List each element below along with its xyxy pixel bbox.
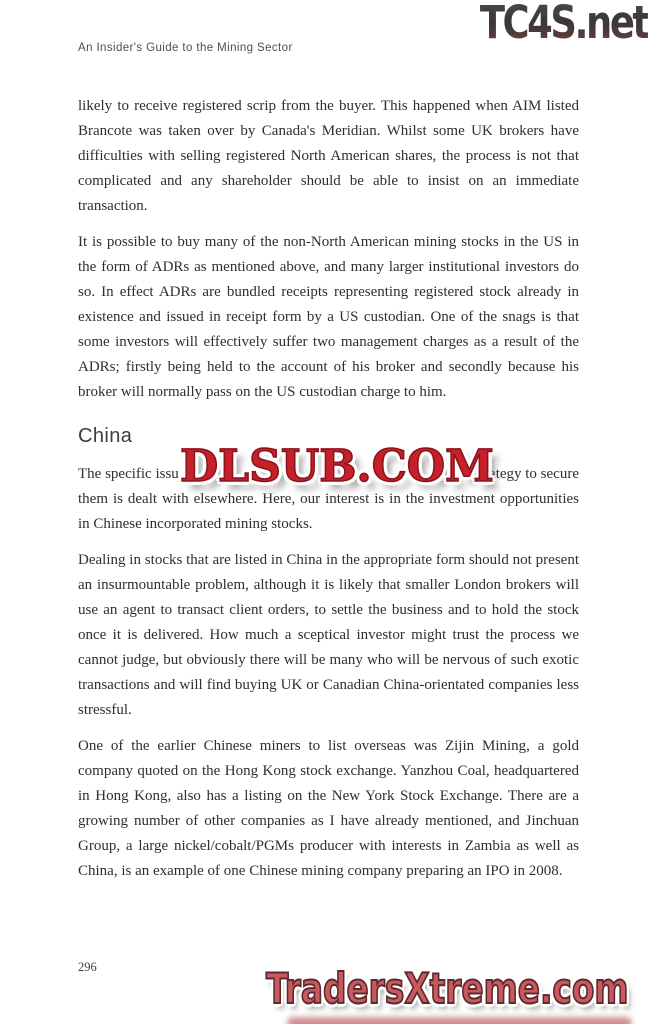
paragraph-scrip: likely to receive registered scrip from the buyer. This happened when AIM listed Brancote was taken over by Canada's Meridian. Whilst some UK brokers have difficulties with selling registered North American shares, the process is not that complicated and any shareholder should be able to insist on an immediate transaction. xyxy=(78,98,579,214)
obscured-line-end: strategy to secure xyxy=(474,466,579,482)
running-header-title: An Insider's Guide to the Mining Sector xyxy=(78,42,293,54)
tradersxtreme-reflection-strip xyxy=(287,1017,632,1024)
text-column xyxy=(78,94,579,895)
obscured-line-start: The specific issu xyxy=(78,466,179,482)
paragraph-china-intro-rest: them is dealt with elsewhere. Here, our interest is in the investment opportunities in Chinese incorporated mining stocks. xyxy=(78,491,579,532)
section-heading-china: China xyxy=(78,425,133,447)
paragraph-china-intro xyxy=(78,441,579,537)
paragraph-dealing-stocks: Dealing in stocks that are listed in China in the appropriate form should not present an insurmountable problem, although it is likely that smaller London brokers will use an agent to transact client orders, to settle the business and to hold the stock once it is delivered. How much a sceptical investor might trust the process we cannot judge, but obviously there will be many who will be nervous of such exotic transactions and will find buying UK or Canadian China-orientated companies less stressful. xyxy=(78,552,579,718)
dlsub-watermark: DLSUB.COM xyxy=(180,441,494,492)
paragraph-adrs: It is possible to buy many of the non-North American mining stocks in the US in the form of ADRs as mentioned above, and many larger institutional investors do so. In effect ADRs are bundled receipts representing registered stock already in existence and issued in receipt form by a US custodian. One of the snags is that some investors will effectively suffer two management charges as a result of the ADRs; firstly being held to the account of his broker and secondly because his broker will normally pass on the US custodian charge to him. xyxy=(78,234,579,400)
paragraph-chinese-miners: One of the earlier Chinese miners to list overseas was Zijin Mining, a gold company quoted on the Hong Kong stock exchange. Yanzhou Coal, headquartered in Hong Kong, also has a listing on the New York Stock Exchange. There are a growing number of other companies as I have already mentioned, and Jinchuan Group, a large nickel/cobalt/PGMs producer with interests in Zambia as well as China, is an example of one Chinese mining company preparing an IPO in 2008. xyxy=(78,738,579,879)
page-number: 296 xyxy=(78,960,97,974)
tradersxtreme-watermark-logo: TradersXtreme.com xyxy=(266,964,629,1013)
tc4s-watermark-logo: TC4S.net xyxy=(480,0,648,49)
